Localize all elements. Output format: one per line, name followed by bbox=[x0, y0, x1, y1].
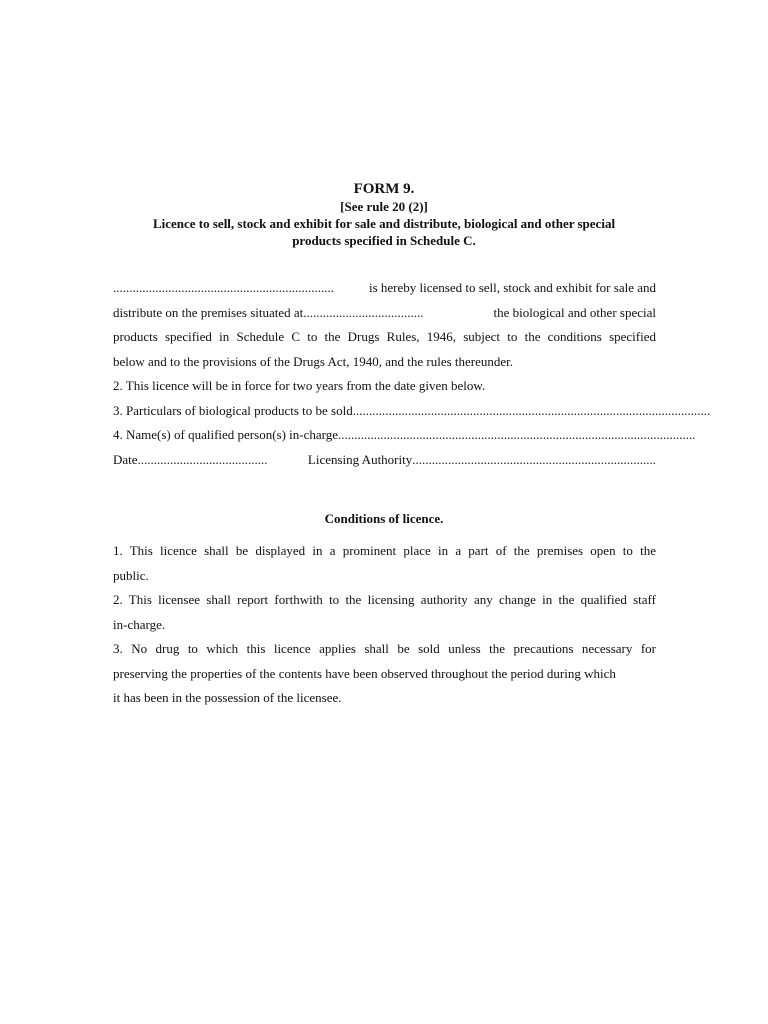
form-subtitle-line-1: Licence to sell, stock and exhibit for sale and distribute, biological and other special bbox=[152, 216, 616, 231]
conditions-heading: Conditions of licence. bbox=[324, 511, 444, 526]
licence-line-3: products specified in Schedule C to the Drugs Rules, 1946, subject to the conditions specified bbox=[113, 329, 656, 344]
conditions-body bbox=[113, 539, 656, 711]
licence-body bbox=[113, 276, 711, 472]
signature-row bbox=[113, 448, 656, 473]
date-field: Date........................................ bbox=[113, 451, 268, 467]
item-3-label: 3. Particulars of biological products to be sold bbox=[113, 402, 353, 418]
licence-line-2-text-right: the biological and other special bbox=[493, 304, 656, 320]
licensee-name-blank: .................................................................... bbox=[113, 280, 334, 295]
condition-3-line-3: it has been in the possession of the licensee. bbox=[113, 690, 342, 705]
condition-3-line-1: 3. No drug to which this licence applies shall be sold unless the precautions necessary for bbox=[113, 641, 656, 656]
condition-2-line-1: 2. This licensee shall report forthwith to the licensing authority any change in the qualified staff bbox=[113, 592, 656, 607]
licence-line-4: below and to the provisions of the Drugs Act, 1940, and the rules thereunder. bbox=[113, 353, 514, 369]
form-subtitle-line-2: products specified in Schedule C. bbox=[292, 233, 476, 248]
form-rule-reference: [See rule 20 (2)] bbox=[340, 199, 428, 214]
premises-blank: distribute on the premises situated at..................................... bbox=[113, 304, 424, 320]
condition-1-line-1: 1. This licence shall be displayed in a prominent place in a part of the premises open to the bbox=[113, 543, 656, 558]
item-4-blank: .............................................................................................................. bbox=[338, 427, 696, 442]
condition-2-line-2: in-charge. bbox=[113, 616, 166, 632]
condition-1-line-2: public. bbox=[113, 567, 149, 583]
licence-line-2 bbox=[113, 301, 656, 326]
form-title: FORM 9. bbox=[353, 181, 415, 197]
licensing-authority-blank: ........................................................................... bbox=[412, 451, 656, 467]
licence-item-4 bbox=[113, 423, 696, 448]
licensing-authority-label: Licensing Authority bbox=[307, 451, 413, 467]
licence-line-1-text: is hereby licensed to sell, stock and exhibit for sale and bbox=[368, 280, 656, 295]
licence-item-2: 2. This licence will be in force for two years from the date given below. bbox=[113, 378, 486, 393]
item-3-blank: .............................................................................................................. bbox=[352, 402, 711, 418]
item-4-label: 4. Name(s) of qualified person(s) in-charge bbox=[113, 427, 339, 442]
licence-line-1 bbox=[113, 276, 656, 301]
condition-3-line-2: preserving the properties of the contents have been observed throughout the period during which bbox=[113, 665, 616, 681]
licence-item-3 bbox=[113, 399, 711, 424]
